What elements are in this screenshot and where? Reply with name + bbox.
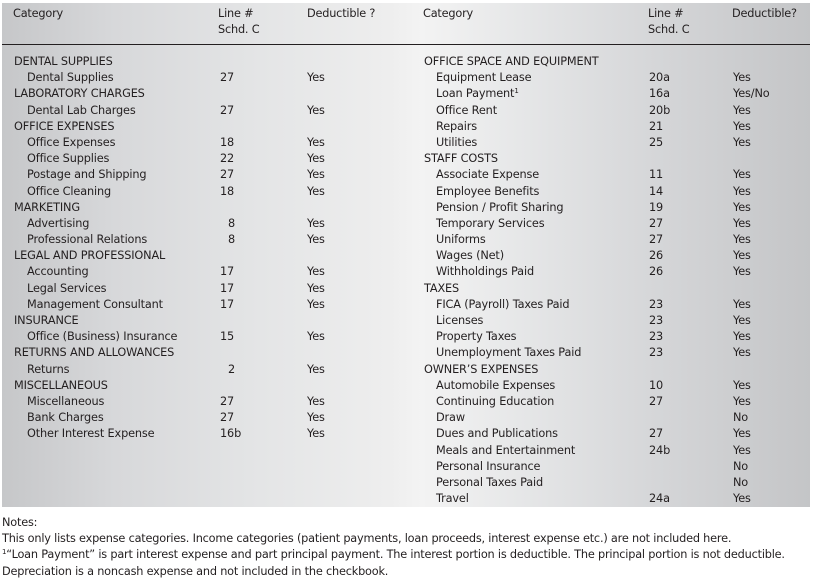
category-label [436,426,558,442]
deductible-value: Yes [307,394,325,408]
deductible-value: Yes [733,427,751,441]
schedule-c-line: 27 [649,233,664,247]
header-line-number: Line # [218,7,254,20]
schedule-c-line: 17 [220,265,235,279]
category-label [436,410,465,426]
notes-line-2-text: “Loan Payment” is part interest expense and part principal payment. The interest portion is deductible. The principal portion is not deductible. [6,548,785,562]
section-title: OFFICE SPACE AND EQUIPMENT [424,55,599,68]
category-label [436,184,539,200]
deductible-value: Yes [307,362,325,376]
deductible-value: Yes [733,216,751,230]
table-row [407,329,812,345]
schedule-c-line: 25 [649,135,664,149]
schedule-c-line: 27 [649,427,664,441]
table-row [407,135,812,151]
table-row [2,151,407,167]
section-header-row [2,200,407,216]
deductible-value: Yes [307,265,325,279]
table-row [407,103,812,119]
deductible-value: Yes/No [733,87,770,101]
deductible-value: Yes [307,330,325,344]
category-label [436,70,531,86]
schedule-c-line: 17 [220,281,235,295]
schedule-c-line: 27 [220,103,235,117]
category-text: Unemployment Taxes Paid [436,346,582,360]
schedule-c-line: 24b [649,443,671,457]
category-text: Continuing Education [436,394,555,408]
deductible-value: Yes [733,119,751,133]
table-row [407,216,812,232]
section-header-row [2,54,407,70]
deductible-value: Yes [733,330,751,344]
category-text: Temporary Services [436,216,545,230]
category-label [436,248,504,264]
schedule-c-line: 19 [649,200,664,214]
schedule-c-line: 23 [649,330,664,344]
table-row [407,184,812,200]
schedule-c-line: 11 [649,168,664,182]
schedule-c-line: 18 [220,184,235,198]
deductible-value: Yes [307,233,325,247]
schedule-c-line: 8 [227,233,235,247]
category-text: Licenses [436,314,484,327]
table-row [407,426,812,442]
schedule-c-line: 10 [649,378,664,392]
notes-line-3: Depreciation is a noncash expense and not included in the checkbook. [2,564,389,578]
deductible-value: Yes [733,103,751,117]
category-text: Dental Supplies [27,71,114,85]
category-label [436,475,543,491]
category-text: Automobile Expenses [436,378,556,392]
section-header-row [407,54,812,70]
section-header-row [2,313,407,329]
table-row [407,378,812,394]
table-row [2,103,407,119]
category-label [436,103,497,119]
category-label [27,135,115,151]
table-row [2,394,407,410]
header-schedule-c: Schd. C [648,23,690,36]
category-text: Office Rent [436,103,497,117]
deductible-value: Yes [307,152,325,166]
category-text: Repairs [436,119,478,133]
section-header-row [2,119,407,135]
schedule-c-line: 16b [220,427,242,441]
category-text: Personal Insurance [436,459,541,473]
category-text: Postage and Shipping [27,168,147,182]
section-header-row [407,362,812,378]
table-row [2,426,407,442]
footnote-marker: 1 [514,87,519,96]
deductible-value: Yes [733,184,751,198]
schedule-c-line: 17 [220,297,235,311]
header-deductible: Deductible ? [307,7,376,20]
schedule-c-line: 14 [649,184,664,198]
schedule-c-line: 18 [220,135,235,149]
category-text: Travel [436,492,469,506]
table-row [407,410,812,426]
footnote-marker: 1 [2,548,7,557]
category-label [436,443,575,459]
category-label [436,313,483,329]
section-title: INSURANCE [14,314,79,327]
table-row [2,184,407,200]
category-label [436,345,581,361]
header-schedule-c: Schd. C [218,23,260,36]
table-row [407,491,812,507]
category-label [27,216,89,232]
deductible-value: Yes [733,233,751,247]
table-row [2,167,407,183]
table-row [2,135,407,151]
section-header-row [2,345,407,361]
schedule-c-line: 26 [649,265,664,279]
notes-line-2 [2,547,812,563]
deductible-value: Yes [733,200,751,214]
category-text: FICA (Payroll) Taxes Paid [436,297,570,311]
category-label [27,184,111,200]
deductible-value: No [733,411,749,425]
table-row [2,264,407,280]
deductible-value: Yes [307,168,325,182]
table-row [407,248,812,264]
category-text: Legal Services [27,281,107,295]
deductible-value: Yes [733,265,751,279]
category-label [27,103,136,119]
schedule-c-line: 27 [220,71,235,85]
right-rows [407,54,812,507]
schedule-c-line: 15 [220,330,235,344]
category-text: Management Consultant [27,297,163,311]
category-text: Bank Charges [27,411,104,425]
table-row [407,264,812,280]
deductible-value: Yes [733,492,751,506]
category-label [27,264,89,280]
deductible-value: Yes [307,281,325,295]
schedule-c-line: 27 [649,216,664,230]
section-header-row [407,151,812,167]
deductible-value: Yes [307,103,325,117]
category-label [436,264,534,280]
table-row [2,362,407,378]
notes-title: Notes: [2,516,38,529]
category-label [436,216,544,232]
table-row [407,345,812,361]
category-text: Personal Taxes Paid [436,475,544,489]
category-text: Accounting [27,265,89,279]
section-header-row [2,378,407,394]
section-title: DENTAL SUPPLIES [14,55,113,68]
deductible-value: Yes [307,184,325,198]
category-label [27,297,163,313]
category-text: Dues and Publications [436,427,558,441]
category-label [436,200,563,216]
category-text: Other Interest Expense [27,427,155,441]
header-category: Category [13,7,64,20]
schedule-c-line: 22 [220,152,235,166]
section-title: OFFICE EXPENSES [14,119,115,133]
deductible-value: Yes [307,216,325,230]
category-text: Office Expenses [27,135,116,149]
deductible-value: Yes [733,394,751,408]
category-label [436,459,540,475]
category-text: Office Cleaning [27,184,112,198]
table-row [407,459,812,475]
category-label [436,394,554,410]
category-text: Equipment Lease [436,71,532,85]
category-label [436,329,516,345]
table-row [2,329,407,345]
header-deductible: Deductible? [732,7,797,20]
deductible-value: No [733,459,749,473]
schedule-c-line: 16a [649,87,670,101]
schedule-c-line: 24a [649,492,670,506]
table-row [407,200,812,216]
section-title: LEGAL AND PROFESSIONAL [14,249,166,263]
category-label [436,86,519,102]
category-label [436,135,477,151]
category-text: Uniforms [436,233,486,247]
section-header-row [2,86,407,102]
category-label [27,394,104,410]
deductible-value: Yes [307,135,325,149]
section-title: MISCELLANEOUS [14,378,108,392]
category-text: Associate Expense [436,168,540,182]
category-label [27,281,106,297]
table-row [407,70,812,86]
section-title: LABORATORY CHARGES [14,87,145,101]
category-label [27,410,104,426]
section-title: OWNER’S EXPENSES [424,362,539,376]
category-text: Utilities [436,135,478,149]
header-divider [2,44,810,45]
category-text: Wages (Net) [436,249,504,263]
category-label [27,426,154,442]
schedule-c-line: 21 [649,119,664,133]
deductible-value: Yes [733,297,751,311]
table-row [407,313,812,329]
table-row [407,443,812,459]
notes-section [2,515,812,580]
table-row [2,232,407,248]
deductible-value: Yes [733,443,751,457]
table-row [407,86,812,102]
category-label [436,378,555,394]
category-label [436,491,469,507]
category-label [27,232,147,248]
category-text: Pension / Profit Sharing [436,200,564,214]
table-row [2,281,407,297]
category-text: Draw [436,411,465,425]
table-row [407,297,812,313]
table-row [2,410,407,426]
section-header-row [407,281,812,297]
category-label [436,119,477,135]
category-text: Property Taxes [436,330,517,344]
table-row [2,297,407,313]
category-label [436,297,569,313]
section-title: STAFF COSTS [424,152,498,166]
deductible-value: Yes [733,314,751,327]
schedule-c-line: 23 [649,297,664,311]
schedule-c-line: 27 [220,394,235,408]
category-label [27,329,177,345]
schedule-c-line: 27 [220,168,235,182]
section-title: TAXES [424,281,460,295]
deductible-value: No [733,475,749,489]
category-text: Dental Lab Charges [27,103,136,117]
notes-line-1: This only lists expense categories. Income categories (patient payments, loan proceeds, interest expense etc.) are not included here. [2,532,732,546]
category-text: Office (Business) Insurance [27,330,178,344]
deductible-value: Yes [733,135,751,149]
schedule-c-line: 20b [649,103,671,117]
table-row [2,70,407,86]
schedule-c-line: 23 [649,346,664,360]
category-label [27,70,113,86]
section-title: MARKETING [14,200,80,214]
category-label [27,167,146,183]
schedule-c-line: 26 [649,249,664,263]
section-title: RETURNS AND ALLOWANCES [14,346,175,360]
table-row [407,232,812,248]
deductible-value: Yes [307,427,325,441]
category-text: Advertising [27,216,90,230]
category-text: Returns [27,362,70,376]
deductible-value: Yes [733,71,751,85]
table-row [2,216,407,232]
category-label [27,151,109,167]
category-text: Meals and Entertainment [436,443,576,457]
schedule-c-line: 2 [227,362,235,376]
deductible-value: Yes [307,297,325,311]
category-label [436,232,486,248]
expense-table-panel [2,3,810,507]
left-rows [2,54,407,443]
deductible-value: Yes [733,168,751,182]
category-text: Loan Payment [436,87,515,101]
table-row [407,394,812,410]
table-row [407,167,812,183]
category-text: Office Supplies [27,152,110,166]
category-text: Withholdings Paid [436,265,534,279]
schedule-c-line: 8 [227,216,235,230]
section-header-row [2,248,407,264]
table-row [407,119,812,135]
schedule-c-line: 27 [649,394,664,408]
schedule-c-line: 23 [649,314,664,327]
deductible-value: Yes [307,411,325,425]
category-label [27,362,69,378]
category-text: Professional Relations [27,233,148,247]
deductible-value: Yes [307,71,325,85]
schedule-c-line: 20a [649,71,670,85]
header-category: Category [423,7,474,20]
schedule-c-line: 27 [220,411,235,425]
deductible-value: Yes [733,249,751,263]
header-line-number: Line # [648,7,684,20]
table-row [407,475,812,491]
category-text: Miscellaneous [27,394,105,408]
category-label [436,167,539,183]
deductible-value: Yes [733,378,751,392]
category-text: Employee Benefits [436,184,540,198]
deductible-value: Yes [733,346,751,360]
